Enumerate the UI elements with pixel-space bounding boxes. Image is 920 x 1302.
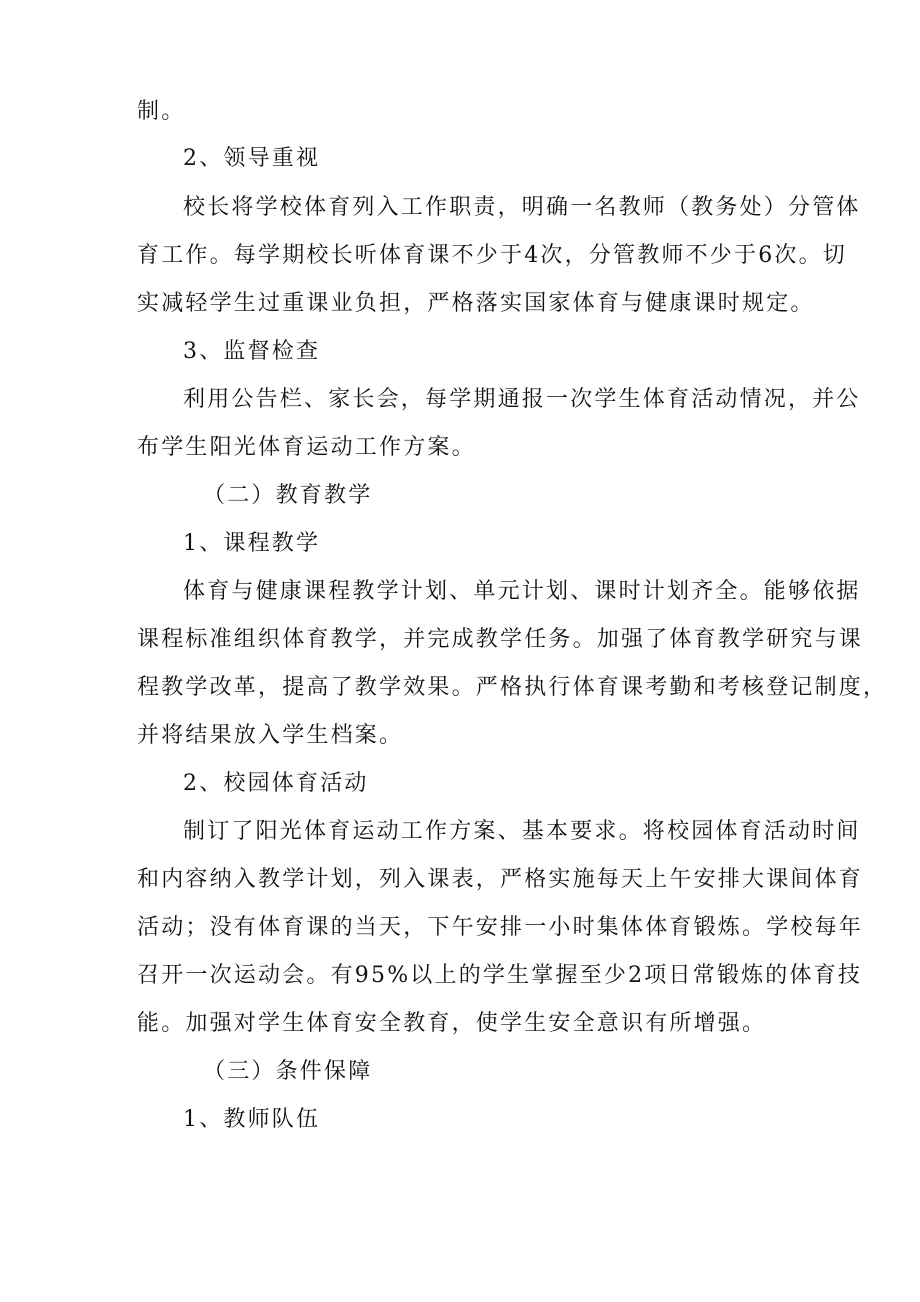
paragraph-line: 育工作。每学期校长听体育课不少于4次，分管教师不少于6次。切 [137, 243, 847, 268]
paragraph-line: 课程标准组织体育教学，并完成教学任务。加强了体育教学研究与课 [137, 627, 864, 652]
paragraph-line: 并将结果放入学生档案。 [137, 723, 404, 748]
section-heading: 2、领导重视 [183, 146, 321, 171]
section-heading: 1、教师队伍 [183, 1107, 321, 1132]
paragraph-line: 利用公告栏、家长会，每学期通报一次学生体育活动情况，并公 [183, 387, 861, 412]
paragraph-line: 布学生阳光体育运动工作方案。 [137, 435, 476, 460]
section-heading: 3、监督检查 [183, 339, 321, 364]
chapter-heading: （二）教育教学 [203, 483, 373, 508]
paragraph-line: 校长将学校体育列入工作职责，明确一名教师（教务处）分管体 [183, 195, 861, 220]
paragraph-line: 能。加强对学生体育安全教育，使学生安全意识有所增强。 [137, 1011, 767, 1036]
paragraph-line: 程教学改革，提高了教学效果。严格执行体育课考勤和考核登记制度， [137, 675, 888, 700]
section-heading: 1、课程教学 [183, 531, 321, 556]
section-heading: 2、校园体育活动 [183, 771, 369, 796]
paragraph-line: 制。 [137, 99, 186, 124]
chapter-heading: （三）条件保障 [203, 1059, 373, 1084]
paragraph-line: 和内容纳入教学计划，列入课表，严格实施每天上午安排大课间体育 [137, 867, 864, 892]
paragraph-line: 体育与健康课程教学计划、单元计划、课时计划齐全。能够依据 [183, 579, 861, 604]
paragraph-line: 活动；没有体育课的当天，下午安排一小时集体体育锻炼。学校每年 [137, 915, 864, 940]
paragraph-line: 召开一次运动会。有95%以上的学生掌握至少2项日常锻炼的体育技 [137, 963, 863, 988]
paragraph-line: 制订了阳光体育运动工作方案、基本要求。将校园体育活动时间 [183, 819, 861, 844]
paragraph-line: 实减轻学生过重课业负担，严格落实国家体育与健康课时规定。 [137, 291, 815, 316]
